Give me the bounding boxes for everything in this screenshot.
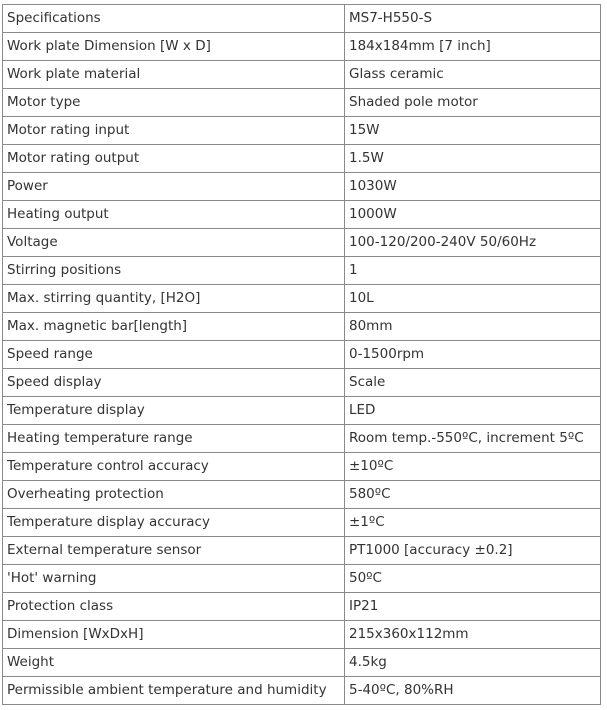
spec-label: Temperature display accuracy (3, 509, 345, 537)
table-row (3, 285, 601, 313)
spec-value: 4.5kg (345, 649, 601, 677)
table-row (3, 257, 601, 285)
spec-label: Motor rating input (3, 117, 345, 145)
spec-label: Power (3, 173, 345, 201)
spec-value: 184x184mm [7 inch] (345, 33, 601, 61)
table-row (3, 145, 601, 173)
spec-label: Stirring positions (3, 257, 345, 285)
table-row (3, 61, 601, 89)
spec-label: Heating output (3, 201, 345, 229)
spec-label: Temperature control accuracy (3, 453, 345, 481)
spec-label: Max. magnetic bar[length] (3, 313, 345, 341)
table-row (3, 173, 601, 201)
spec-value: 1 (345, 257, 601, 285)
spec-label: Overheating protection (3, 481, 345, 509)
table-row (3, 33, 601, 61)
spec-value: LED (345, 397, 601, 425)
table-row (3, 89, 601, 117)
table-row (3, 621, 601, 649)
specifications-table (2, 4, 601, 705)
spec-value: 80mm (345, 313, 601, 341)
table-row (3, 369, 601, 397)
table-row (3, 229, 601, 257)
spec-value: 1.5W (345, 145, 601, 173)
spec-label: Voltage (3, 229, 345, 257)
table-row (3, 509, 601, 537)
spec-label: Temperature display (3, 397, 345, 425)
spec-value: 1000W (345, 201, 601, 229)
spec-value: Room temp.-550ºC, increment 5ºC (345, 425, 601, 453)
spec-label: Speed range (3, 341, 345, 369)
spec-label: External temperature sensor (3, 537, 345, 565)
spec-label: Protection class (3, 593, 345, 621)
spec-value: 5-40ºC, 80%RH (345, 677, 601, 705)
spec-value: 15W (345, 117, 601, 145)
spec-label: Specifications (3, 5, 345, 33)
table-row (3, 397, 601, 425)
table-row (3, 649, 601, 677)
spec-value: 100-120/200-240V 50/60Hz (345, 229, 601, 257)
spec-value: 10L (345, 285, 601, 313)
specifications-table-body (3, 5, 601, 705)
spec-label: Heating temperature range (3, 425, 345, 453)
spec-value: Scale (345, 369, 601, 397)
spec-value: IP21 (345, 593, 601, 621)
spec-value: MS7-H550-S (345, 5, 601, 33)
table-row (3, 5, 601, 33)
table-row (3, 341, 601, 369)
table-row (3, 565, 601, 593)
spec-label: Dimension [WxDxH] (3, 621, 345, 649)
spec-label: Max. stirring quantity, [H2O] (3, 285, 345, 313)
table-row (3, 425, 601, 453)
spec-value: ±1ºC (345, 509, 601, 537)
table-row (3, 313, 601, 341)
spec-value: PT1000 [accuracy ±0.2] (345, 537, 601, 565)
table-row (3, 677, 601, 705)
table-row (3, 117, 601, 145)
table-row (3, 453, 601, 481)
spec-value: 1030W (345, 173, 601, 201)
spec-label: Speed display (3, 369, 345, 397)
spec-label: 'Hot' warning (3, 565, 345, 593)
spec-label: Work plate material (3, 61, 345, 89)
spec-value: 580ºC (345, 481, 601, 509)
spec-label: Work plate Dimension [W x D] (3, 33, 345, 61)
spec-label: Permissible ambient temperature and humidity (3, 677, 345, 705)
spec-value: 0-1500rpm (345, 341, 601, 369)
spec-value: 215x360x112mm (345, 621, 601, 649)
spec-label: Motor type (3, 89, 345, 117)
table-row (3, 481, 601, 509)
spec-value: Shaded pole motor (345, 89, 601, 117)
spec-value: Glass ceramic (345, 61, 601, 89)
table-row (3, 593, 601, 621)
table-row (3, 537, 601, 565)
spec-label: Weight (3, 649, 345, 677)
spec-label: Motor rating output (3, 145, 345, 173)
table-row (3, 201, 601, 229)
spec-value: 50ºC (345, 565, 601, 593)
spec-value: ±10ºC (345, 453, 601, 481)
